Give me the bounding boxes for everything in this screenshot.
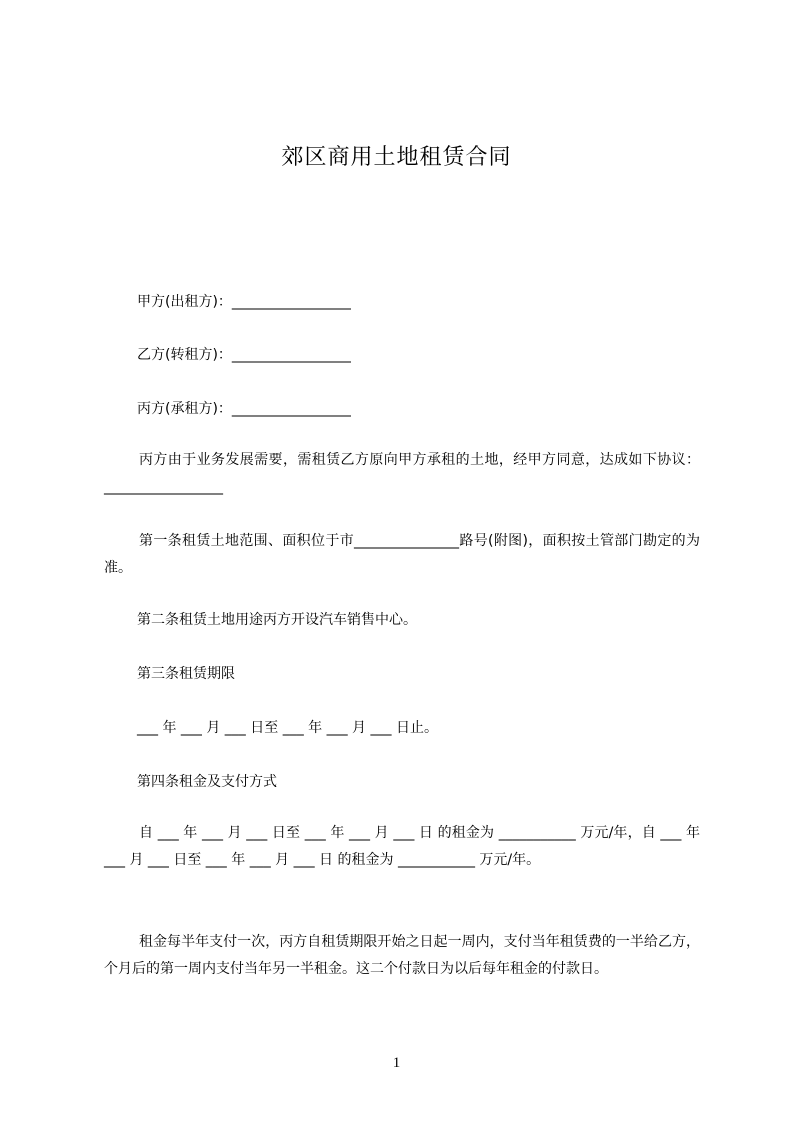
article-1-paragraph (104, 528, 700, 582)
intro-paragraph (104, 447, 700, 501)
article-4-rent-paragraph (104, 820, 700, 874)
article-4-payment-paragraph (104, 929, 700, 983)
party-a-line: 甲方(出租方)：_________________ (137, 294, 351, 310)
intro-text: 丙方由于业务发展需要，需租赁乙方原向甲方承租的土地，经甲方同意，达成如下协议：_________________ (104, 452, 700, 495)
page-number: 1 (392, 1055, 401, 1071)
article-1-text: 第一条租赁土地范围、面积位于市_______________路号(附图)，面积按土管部门勘定的为准。 (104, 533, 700, 576)
party-c-line: 丙方(承租方)：_________________ (137, 401, 351, 417)
article-3-title: 第三条租赁期限 (137, 666, 235, 682)
article-4-rent-text: 自 ___ 年 ___ 月 ___ 日至 ___ 年 ___ 月 ___ 日 的租金为 ___________ 万元/年，自 ___ 年 ___ 月 ___ 日至 ___ 年 ___ 月 ___ 日 的租金为 ___________ 万元/年。 (104, 825, 700, 868)
party-b-line: 乙方(转租方)：_________________ (137, 347, 351, 363)
article-4-title: 第四条租金及支付方式 (137, 774, 277, 790)
document-title: 郊区商用土地租赁合同 (281, 145, 512, 170)
article-2-line: 第二条租赁土地用途丙方开设汽车销售中心。 (137, 612, 417, 628)
article-4-payment-text: 租金每半年支付一次，丙方自租赁期限开始之日起一周内，支付当年租赁费的一半给乙方，个月后的第一周内支付当年另一半租金。这二个付款日为以后每年租金的付款日。 (104, 934, 700, 977)
article-3-term: ___ 年 ___ 月 ___ 日至 ___ 年 ___ 月 ___ 日止。 (137, 720, 438, 736)
